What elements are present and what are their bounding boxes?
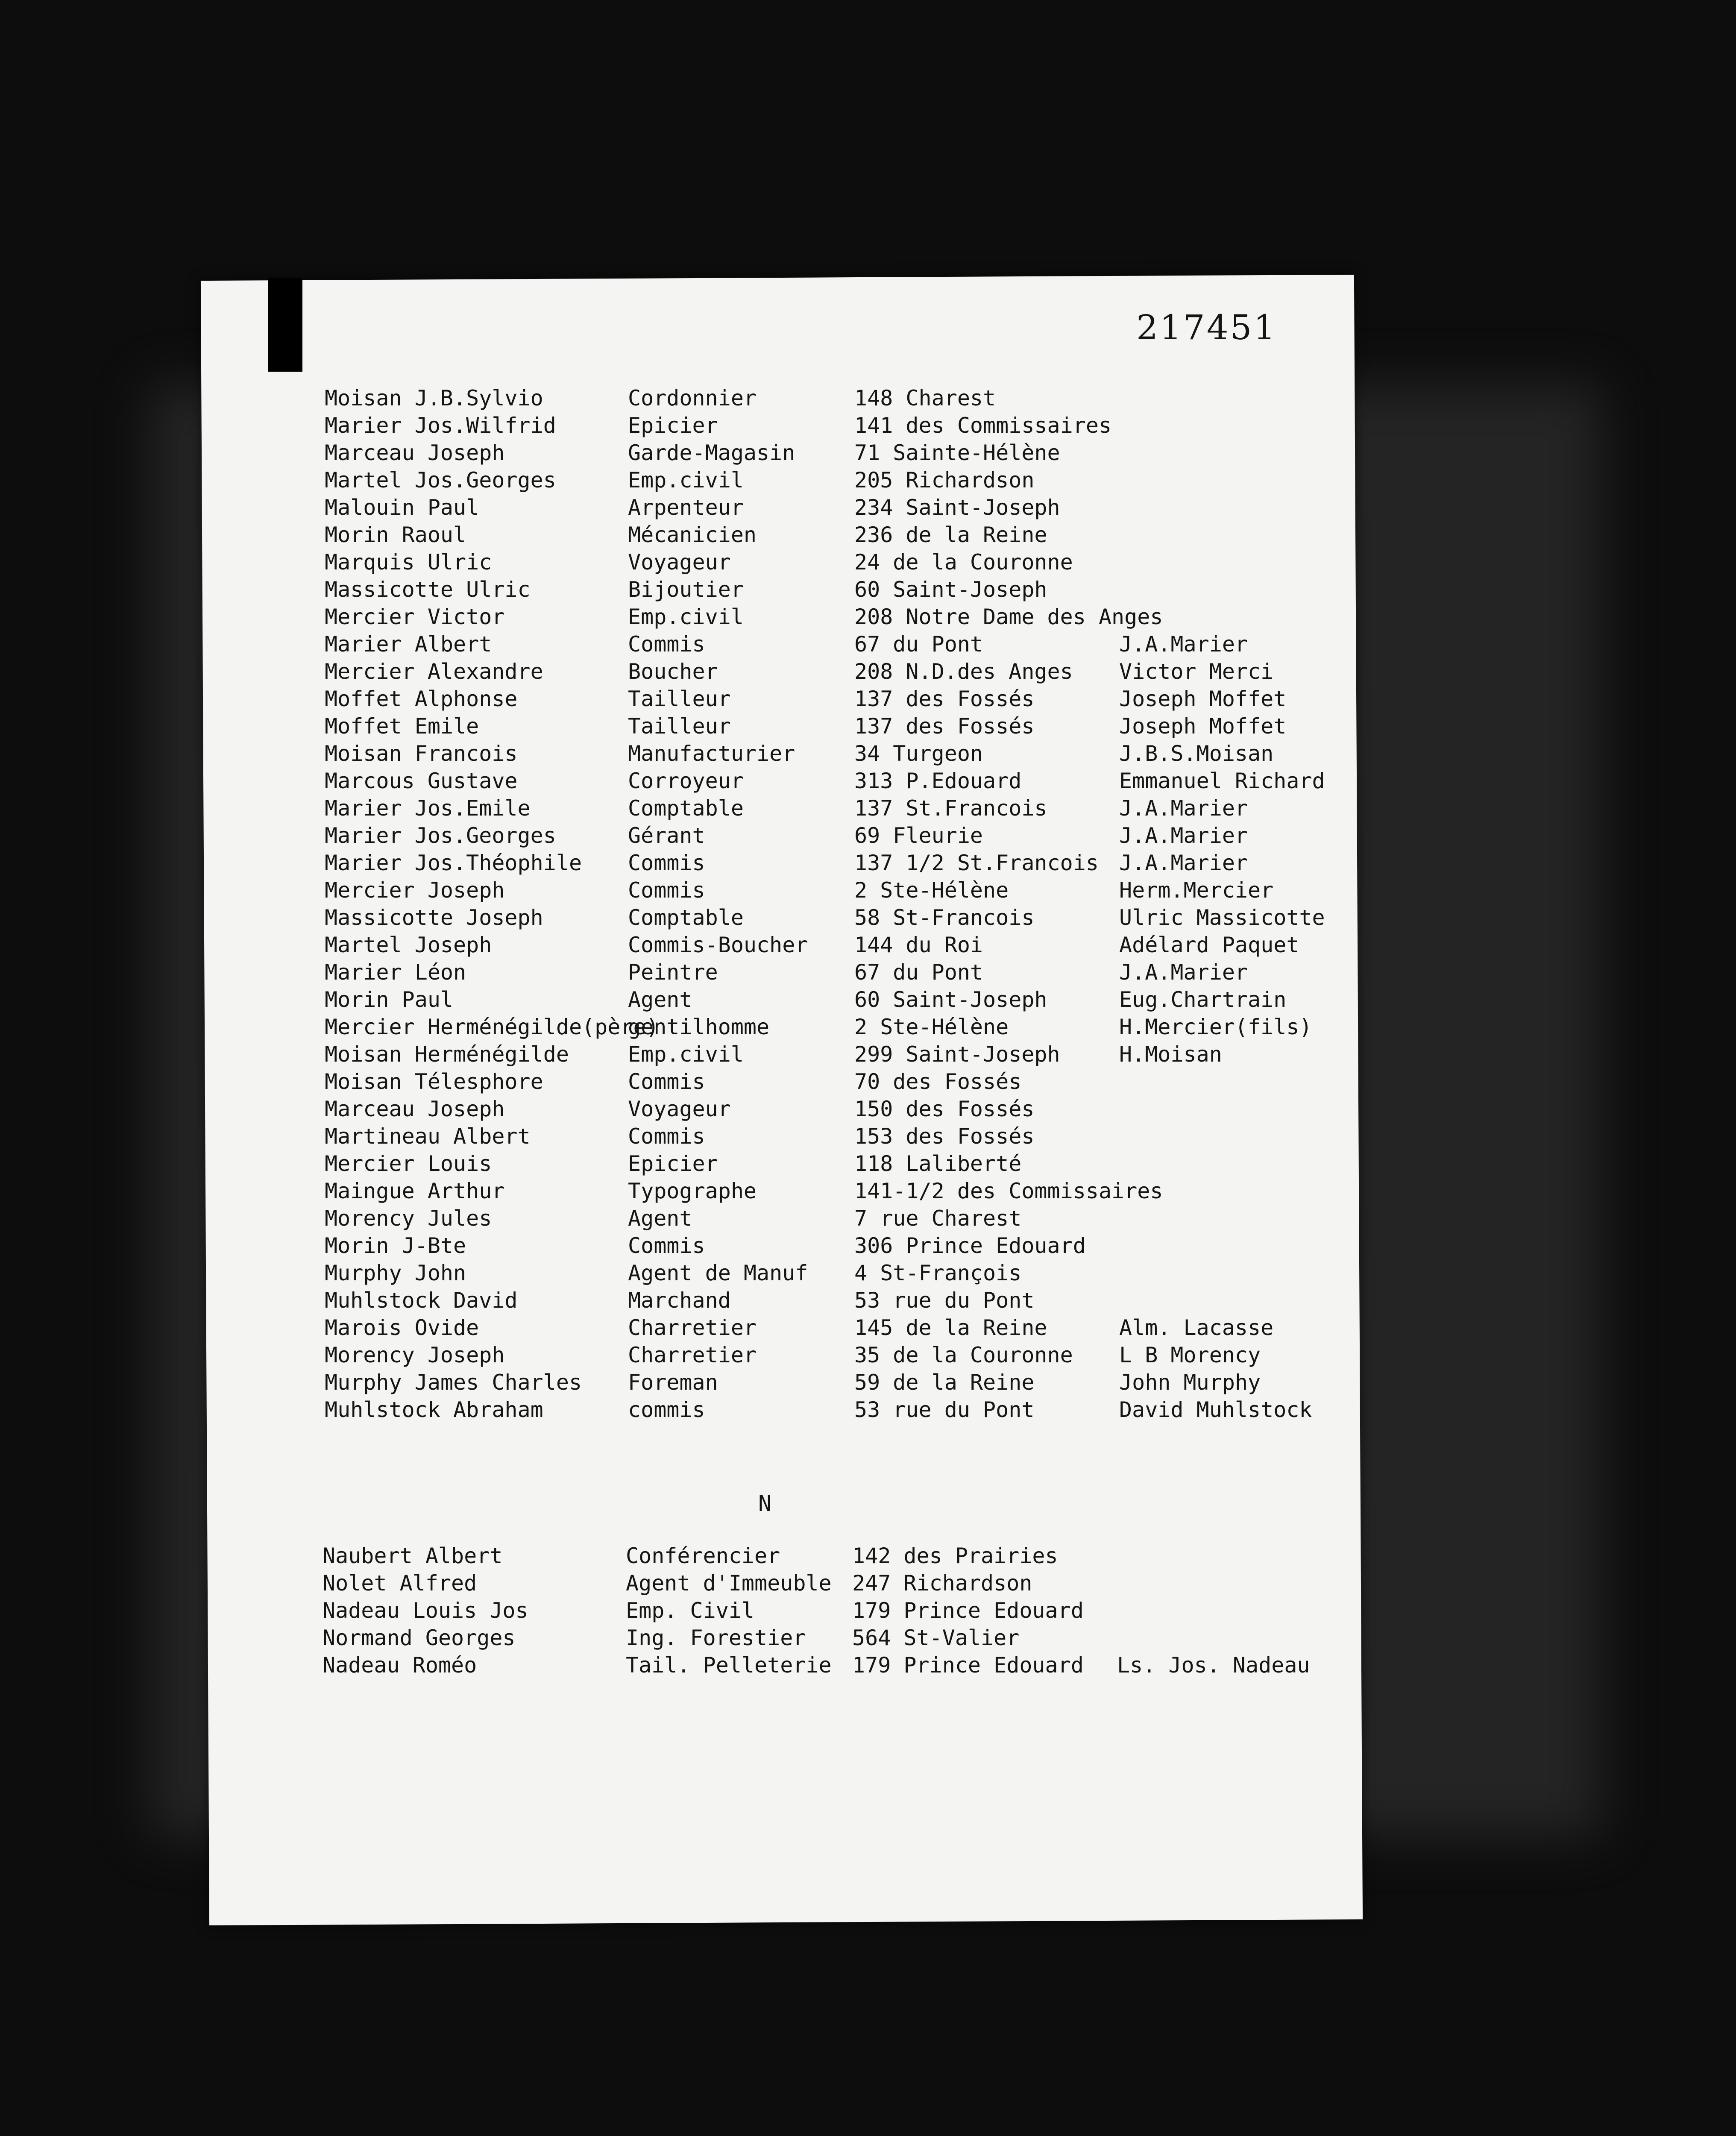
entry-address: 247 Richardson — [852, 1571, 1032, 1596]
entry-name: Marier Léon — [325, 960, 466, 985]
entry-address: 141 des Commissaires — [854, 413, 1112, 438]
entry-name: Murphy John — [325, 1261, 466, 1285]
entry-reference: Adélard Paquet — [1119, 933, 1299, 957]
entry-reference: Alm. Lacasse — [1119, 1315, 1274, 1340]
entry-address: 313 P.Edouard — [854, 769, 1022, 793]
entry-name: Moisan Herménégilde — [325, 1042, 569, 1067]
entry-address: 59 de la Reine — [854, 1370, 1035, 1395]
section-letter: N — [758, 1491, 772, 1517]
entry-occupation: Comptable — [628, 796, 744, 821]
entry-address: 208 N.D.des Anges — [854, 659, 1073, 684]
entry-occupation: Agent de Manuf — [628, 1261, 808, 1285]
entry-name: Normand Georges — [323, 1625, 516, 1650]
entry-occupation: gentilhomme — [628, 1015, 770, 1039]
entry-address: 179 Prince Edouard — [852, 1653, 1084, 1678]
entry-address: 58 St-Francois — [854, 905, 1035, 930]
entry-reference: Ulric Massicotte — [1119, 905, 1325, 930]
entry-address: 60 Saint-Joseph — [854, 987, 1047, 1012]
entry-reference: J.A.Marier — [1119, 632, 1248, 657]
entry-name: Martel Jos.Georges — [325, 468, 556, 493]
entry-reference: H.Moisan — [1119, 1042, 1222, 1067]
entry-reference: Emmanuel Richard — [1119, 769, 1325, 793]
entry-address: 67 du Pont — [854, 632, 983, 657]
entry-name: Marquis Ulric — [325, 550, 492, 575]
entry-name: Muhlstock Abraham — [325, 1397, 543, 1422]
entry-reference: J.A.Marier — [1119, 851, 1248, 875]
entry-occupation: Agent — [628, 987, 692, 1012]
entry-reference: L B Morency — [1119, 1343, 1261, 1367]
entry-address: 71 Sainte-Hélène — [854, 440, 1060, 465]
entry-reference: J.A.Marier — [1119, 796, 1248, 821]
entry-name: Moffet Emile — [325, 714, 479, 739]
entry-occupation: Agent d'Immeuble — [626, 1571, 832, 1596]
entry-reference: Ls. Jos. Nadeau — [1117, 1653, 1310, 1678]
entry-reference: Herm.Mercier — [1119, 878, 1274, 903]
entry-address: 137 des Fossés — [854, 714, 1035, 739]
entry-address: 35 de la Couronne — [854, 1343, 1073, 1367]
entry-address: 299 Saint-Joseph — [854, 1042, 1060, 1067]
entry-address: 24 de la Couronne — [854, 550, 1073, 575]
entry-name: Morin Paul — [325, 987, 454, 1012]
entry-reference: Joseph Moffet — [1119, 714, 1287, 739]
entry-reference: Eug.Chartrain — [1119, 987, 1287, 1012]
entry-occupation: Foreman — [628, 1370, 718, 1395]
entry-name: Marier Albert — [325, 632, 492, 657]
entry-reference: Victor Merci — [1119, 659, 1274, 684]
entry-name: Martineau Albert — [325, 1124, 531, 1149]
entry-address: 144 du Roi — [854, 933, 983, 957]
entry-address: 137 1/2 St.Francois — [854, 851, 1099, 875]
entry-address: 34 Turgeon — [854, 741, 983, 766]
entry-occupation: Emp.civil — [628, 1042, 744, 1067]
entry-occupation: Emp.civil — [628, 468, 744, 493]
entry-address: 53 rue du Pont — [854, 1288, 1035, 1313]
entry-occupation: Commis-Boucher — [628, 933, 808, 957]
entry-name: Morin Raoul — [325, 522, 466, 547]
entry-occupation: Epicier — [628, 1151, 718, 1176]
entry-occupation: Charretier — [628, 1315, 757, 1340]
entry-occupation: Ing. Forestier — [626, 1625, 806, 1650]
entry-address: 236 de la Reine — [854, 522, 1047, 547]
entry-name: Marier Jos.Georges — [325, 823, 556, 848]
entry-name: Malouin Paul — [325, 495, 479, 520]
entry-name: Mercier Herménégilde(père) — [325, 1015, 659, 1039]
entry-occupation: Commis — [628, 851, 705, 875]
entry-reference: J.A.Marier — [1119, 823, 1248, 848]
entry-address: 234 Saint-Joseph — [854, 495, 1060, 520]
entry-occupation: Tail. Pelleterie — [626, 1653, 832, 1678]
entry-name: Marceau Joseph — [325, 1097, 505, 1121]
entry-occupation: Commis — [628, 632, 705, 657]
entry-address: 2 Ste-Hélène — [854, 1015, 1009, 1039]
entry-address: 60 Saint-Joseph — [854, 577, 1047, 602]
entry-name: Mercier Victor — [325, 604, 505, 629]
entry-name: Massicotte Joseph — [325, 905, 543, 930]
entry-occupation: Emp. Civil — [626, 1598, 755, 1623]
entry-reference: J.A.Marier — [1119, 960, 1248, 985]
entry-occupation: Commis — [628, 1069, 705, 1094]
entry-name: Moffet Alphonse — [325, 687, 518, 711]
entry-address: 208 Notre Dame des Anges — [854, 604, 1163, 629]
entry-name: Marceau Joseph — [325, 440, 505, 465]
entry-name: Moisan Télesphore — [325, 1069, 543, 1094]
entry-occupation: Epicier — [628, 413, 718, 438]
entry-reference: J.B.S.Moisan — [1119, 741, 1274, 766]
entry-address: 141-1/2 des Commissaires — [854, 1179, 1163, 1203]
entry-occupation: Conférencier — [626, 1543, 780, 1568]
entry-occupation: Commis — [628, 1233, 705, 1258]
entry-occupation: Comptable — [628, 905, 744, 930]
entry-name: Nadeau Roméo — [323, 1653, 477, 1678]
entry-name: Massicotte Ulric — [325, 577, 531, 602]
entry-reference: John Murphy — [1119, 1370, 1261, 1395]
document-number: 217451 — [1136, 308, 1277, 347]
entry-address: 148 Charest — [854, 386, 996, 411]
entry-name: Mercier Louis — [325, 1151, 492, 1176]
entry-occupation: Marchand — [628, 1288, 731, 1313]
entry-name: Marier Jos.Wilfrid — [325, 413, 556, 438]
entry-reference: Joseph Moffet — [1119, 687, 1287, 711]
entry-name: Moisan Francois — [325, 741, 518, 766]
entry-name: Moisan J.B.Sylvio — [325, 386, 543, 411]
entry-occupation: Peintre — [628, 960, 718, 985]
entry-name: Morency Jules — [325, 1206, 492, 1231]
entry-name: Marcous Gustave — [325, 769, 518, 793]
entry-address: 69 Fleurie — [854, 823, 983, 848]
entry-occupation: Manufacturier — [628, 741, 795, 766]
entry-address: 7 rue Charest — [854, 1206, 1022, 1231]
entry-occupation: Tailleur — [628, 687, 731, 711]
entry-name: Muhlstock David — [325, 1288, 518, 1313]
entry-address: 564 St-Valier — [852, 1625, 1020, 1650]
entry-occupation: Typographe — [628, 1179, 757, 1203]
entry-address: 153 des Fossés — [854, 1124, 1035, 1149]
entry-occupation: Charretier — [628, 1343, 757, 1367]
entry-name: Nadeau Louis Jos — [323, 1598, 528, 1623]
entry-occupation: Voyageur — [628, 550, 731, 575]
entry-address: 2 Ste-Hélène — [854, 878, 1009, 903]
entry-occupation: Boucher — [628, 659, 718, 684]
entry-address: 118 Laliberté — [854, 1151, 1022, 1176]
entry-name: Morin J-Bte — [325, 1233, 466, 1258]
entry-name: Marier Jos.Emile — [325, 796, 531, 821]
entry-address: 306 Prince Edouard — [854, 1233, 1086, 1258]
entry-occupation: Agent — [628, 1206, 692, 1231]
entry-address: 137 St.Francois — [854, 796, 1047, 821]
entry-occupation: Emp.civil — [628, 604, 744, 629]
entry-name: Murphy James Charles — [325, 1370, 582, 1395]
entry-name: Naubert Albert — [323, 1543, 503, 1568]
binder-tab — [268, 278, 302, 372]
entry-name: Mercier Joseph — [325, 878, 505, 903]
entry-occupation: Tailleur — [628, 714, 731, 739]
entry-name: Nolet Alfred — [323, 1571, 477, 1596]
entry-address: 145 de la Reine — [854, 1315, 1047, 1340]
entry-reference: H.Mercier(fils) — [1119, 1015, 1312, 1039]
entry-name: Maingue Arthur — [325, 1179, 505, 1203]
entry-occupation: Commis — [628, 1124, 705, 1149]
entry-address: 70 des Fossés — [854, 1069, 1022, 1094]
entry-address: 179 Prince Edouard — [852, 1598, 1084, 1623]
entry-address: 67 du Pont — [854, 960, 983, 985]
entry-reference: David Muhlstock — [1119, 1397, 1312, 1422]
entry-occupation: Bijoutier — [628, 577, 744, 602]
entry-name: Martel Joseph — [325, 933, 492, 957]
entry-occupation: Cordonnier — [628, 386, 757, 411]
entry-name: Marier Jos.Théophile — [325, 851, 582, 875]
entry-occupation: Gérant — [628, 823, 705, 848]
entry-address: 4 St-François — [854, 1261, 1022, 1285]
entry-occupation: Voyageur — [628, 1097, 731, 1121]
entry-occupation: Corroyeur — [628, 769, 744, 793]
entry-occupation: commis — [628, 1397, 705, 1422]
entry-address: 150 des Fossés — [854, 1097, 1035, 1121]
entry-address: 142 des Prairies — [852, 1543, 1058, 1568]
entry-name: Marois Ovide — [325, 1315, 479, 1340]
entry-name: Mercier Alexandre — [325, 659, 543, 684]
entry-occupation: Commis — [628, 878, 705, 903]
entry-address: 53 rue du Pont — [854, 1397, 1035, 1422]
entry-occupation: Garde-Magasin — [628, 440, 795, 465]
entry-name: Morency Joseph — [325, 1343, 505, 1367]
entry-address: 137 des Fossés — [854, 687, 1035, 711]
entry-occupation: Arpenteur — [628, 495, 744, 520]
entry-occupation: Mécanicien — [628, 522, 757, 547]
entry-address: 205 Richardson — [854, 468, 1035, 493]
